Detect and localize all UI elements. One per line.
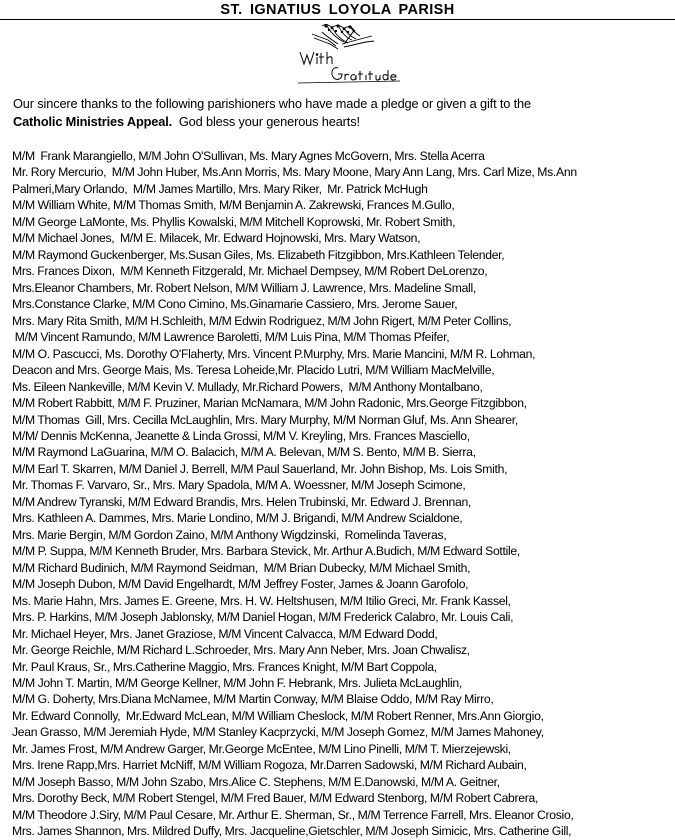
- name-list-line: Mrs.Constance Clarke, M/M Cono Cimino, Ms.Ginamarie Cassiero, Mrs. Jerome Sauer,: [12, 297, 458, 312]
- name-list-line: Palmeri,Mary Orlando, M/M James Martillo, Mrs. Mary Riker, Mr. Patrick McHugh: [12, 181, 428, 196]
- parishioner-name-list: [12, 148, 674, 840]
- name-list-line: M/M Joseph Dubon, M/M David Engelhardt, M/M Jeffrey Foster, James & Joann Garofolo,: [12, 577, 469, 592]
- name-list-line: M/M Richard Budinich, M/M Raymond Seidman, M/M Brian Dubecky, M/M Michael Smith,: [12, 560, 471, 575]
- name-list-line: Jean Grasso, M/M Jeremiah Hyde, M/M Stanley Kacprzycki, M/M Joseph Gomez, M/M James Mahoney,: [12, 725, 544, 740]
- name-list-line: M/M Earl T. Skarren, M/M Daniel J. Berrell, M/M Paul Sauerland, Mr. John Bishop, Ms. Lois Smith,: [12, 461, 508, 476]
- name-list-line: Mr. Paul Kraus, Sr., Mrs.Catherine Maggio, Mrs. Frances Knight, M/M Bart Coppola,: [12, 659, 437, 674]
- logo-graphic: [292, 24, 404, 86]
- name-list-line: Mrs. Frances Dixon, M/M Kenneth Fitzgerald, Mr. Michael Dempsey, M/M Robert DeLorenzo,: [12, 264, 488, 279]
- name-list-line: Mr. Michael Heyer, Mrs. Janet Graziose, M/M Vincent Calvacca, M/M Edward Dodd,: [12, 626, 438, 641]
- name-list-line: Mr. James Frost, M/M Andrew Garger, Mr.George McEntee, M/M Lino Pinelli, M/M T. Mierzejewski,: [12, 741, 511, 756]
- name-list-line: M/M Vincent Ramundo, M/M Lawrence Baroletti, M/M Luis Pina, M/M Thomas Pfeifer,: [12, 330, 450, 345]
- name-list-line: Mr. George Reichle, M/M Richard L.Schroeder, Mrs. Mary Ann Neber, Mrs. Joan Chwalisz,: [12, 643, 470, 658]
- name-list-line: M/M/ Dennis McKenna, Jeanette & Linda Grossi, M/M V. Kreyling, Mrs. Frances Masciello,: [12, 428, 470, 443]
- name-list-line: Mr. Rory Mercurio, M/M John Huber, Ms.Ann Morris, Ms. Mary Moone, Mary Ann Lang, Mrs. Carl Mize, Ms.Ann: [12, 165, 577, 180]
- header-divider: [0, 19, 675, 20]
- name-list-line: Mrs.Eleanor Chambers, Mr. Robert Nelson, M/M William J. Lawrence, Mrs. Madeline Small,: [12, 280, 476, 295]
- name-list-line: M/M Raymond Guckenberger, Ms.Susan Giles, Ms. Elizabeth Fitzgibbon, Mrs.Kathleen Telender,: [12, 247, 505, 262]
- name-list-line: Ms. Eileen Nankeville, M/M Kevin V. Mullady, Mr.Richard Powers, M/M Anthony Montalbano,: [12, 379, 483, 394]
- name-list-line: Mrs. P. Harkins, M/M Joseph Jablonsky, M/M Daniel Hogan, M/M Frederick Calabro, Mr. Louis Cali,: [12, 610, 514, 625]
- with-gratitude-logo: [292, 24, 404, 86]
- intro-paragraph: [13, 95, 663, 131]
- name-list-line: M/M George LaMonte, Ms. Phyllis Kowalski, M/M Mitchell Koprowski, Mr. Robert Smith,: [12, 214, 456, 229]
- name-list-line: M/M P. Suppa, M/M Kenneth Bruder, Mrs. Barbara Stevick, Mr. Arthur A.Budich, M/M Edward Sottile,: [12, 544, 520, 559]
- name-list-line: Mrs. Mary Rita Smith, M/M H.Schleith, M/M Edwin Rodriguez, M/M John Rigert, M/M Peter Collins,: [12, 313, 512, 328]
- name-list-line: Mr. Thomas F. Varvaro, Sr., Mrs. Mary Spadola, M/M A. Woessner, M/M Joseph Scimone,: [12, 478, 466, 493]
- name-list-line: M/M William White, M/M Thomas Smith, M/M Benjamin A. Zakrewski, Frances M.Gullo,: [12, 198, 455, 213]
- name-list-line: Ms. Marie Hahn, Mrs. James E. Greene, Mrs. H. W. Heltshusen, M/M Itilio Greci, Mr. Frank Kassel,: [12, 593, 511, 608]
- intro-line-1: Our sincere thanks to the following parishioners who have made a pledge or given a gift to the: [13, 96, 531, 111]
- name-list-line: M/M Andrew Tyranski, M/M Edward Brandis, Mrs. Helen Trubinski, Mr. Edward J. Brennan,: [12, 494, 472, 509]
- name-list-line: M/M Frank Marangiello, M/M John O'Sullivan, Ms. Mary Agnes McGovern, Mrs. Stella Acerra: [12, 149, 485, 163]
- name-list-line: M/M Thomas Gill, Mrs. Cecilla McLaughlin, Mrs. Mary Murphy, M/M Norman Gluf, Ms. Ann Shearer,: [12, 412, 518, 427]
- name-list-line: Mrs. Kathleen A. Dammes, Mrs. Marie Londino, M/M J. Brigandi, M/M Andrew Scialdone,: [12, 511, 463, 526]
- appeal-name: Catholic Ministries Appeal.: [13, 114, 173, 129]
- name-list-line: M/M Michael Jones, M/M E. Milacek, Mr. Edward Hojnowski, Mrs. Mary Watson,: [12, 231, 421, 246]
- name-list-line: Deacon and Mrs. George Mais, Ms. Teresa Loheide,Mr. Placido Lutri, M/M William MacMelville,: [12, 363, 495, 378]
- name-list-line: M/M Theodore J.Siry, M/M Paul Cesare, Mr. Arthur E. Sherman, Sr., M/M Terrence Farrell, Mrs. Eleanor Crosio,: [12, 807, 574, 822]
- name-list-line: M/M Raymond LaGuarina, M/M O. Balacich, M/M A. Belevan, M/M S. Bento, M/M B. Sierra,: [12, 445, 476, 460]
- name-list-line: M/M John T. Martin, M/M George Kellner, M/M John F. Hebrank, Mrs. Julieta McLaughlin,: [12, 676, 462, 690]
- name-list-line: Mrs. Dorothy Beck, M/M Robert Stengel, M/M Fred Bauer, M/M Edward Stenborg, M/M Robert Cabrera,: [12, 791, 539, 806]
- intro-line-2: [13, 113, 663, 131]
- name-list-line: Mr. Edward Connolly, Mr.Edward McLean, M/M William Cheslock, M/M Robert Renner, Mrs.Ann Giorgio,: [12, 708, 544, 723]
- name-list-line: Mrs. Marie Bergin, M/M Gordon Zaino, M/M Anthony Wigdzinski, Romelinda Taveras,: [12, 527, 447, 542]
- name-list-line: Mrs. Irene Rapp,Mrs. Harriet McNiff, M/M William Rogoza, Mr.Darren Sadowski, M/M Richard Aubain,: [12, 758, 527, 773]
- name-list-line: M/M Robert Rabbitt, M/M F. Pruziner, Marian McNamara, M/M John Radonic, Mrs.George Fitzgibbon,: [12, 396, 527, 411]
- name-list-line: Mrs. James Shannon, Mrs. Mildred Duffy, Mrs. Jacqueline,Gietschler, M/M Joseph Simicic, Mrs. Catherine Gill,: [12, 824, 572, 839]
- name-list-line: M/M O. Pascucci, Ms. Dorothy O'Flaherty, Mrs. Vincent P.Murphy, Mrs. Marie Mancini, M/M R. Lohman,: [12, 346, 536, 361]
- name-list-line: M/M Joseph Basso, M/M John Szabo, Mrs.Alice C. Stephens, M/M E.Danowski, M/M A. Geitner,: [12, 774, 500, 789]
- page-title: ST. IGNATIUS LOYOLA PARISH: [220, 2, 455, 18]
- intro-blessing: God bless your generous hearts!: [172, 114, 360, 129]
- name-list-line: M/M G. Doherty, Mrs.Diana McNamee, M/M Martin Conway, M/M Blaise Oddo, M/M Ray Mirro,: [12, 692, 494, 707]
